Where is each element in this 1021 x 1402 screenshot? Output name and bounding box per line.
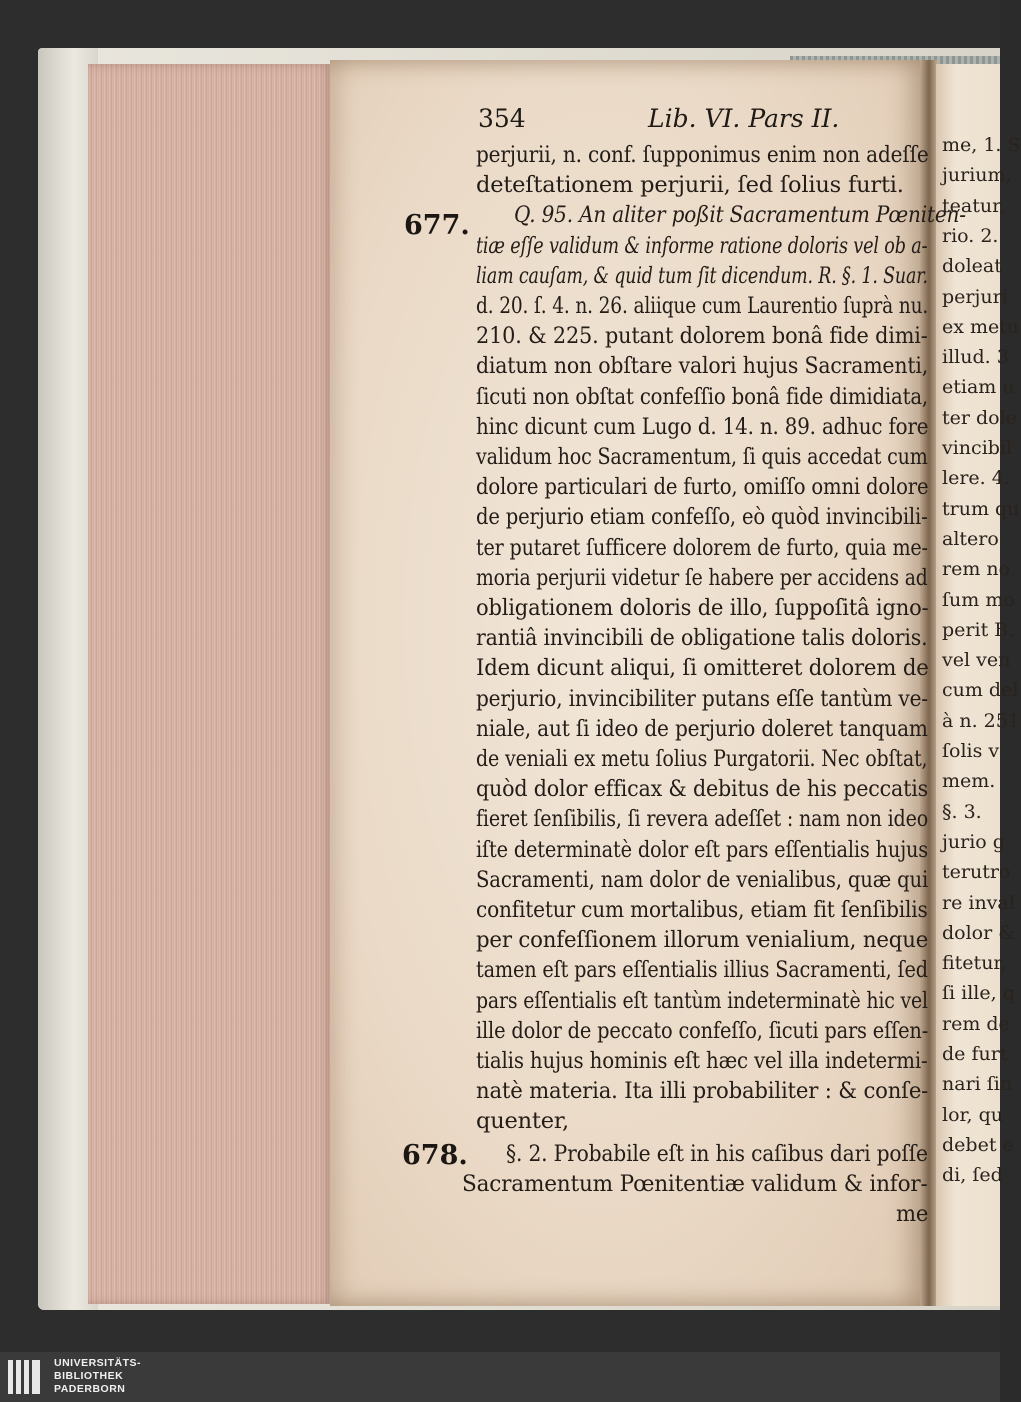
text-fragment: ex metu xyxy=(942,315,1020,338)
text-line: Sacramentum Pœnitentiæ validum & infor- xyxy=(462,1170,928,1197)
text-fragment: ter dole xyxy=(942,406,1017,429)
library-name xyxy=(54,1357,141,1396)
text-line: §. 2. Probabile eſt in his caſibus dari poſſe xyxy=(506,1140,928,1167)
text-line: diatum non obſtare valori hujus Sacramenti, xyxy=(476,353,929,380)
text-fragment: vincibil xyxy=(942,437,1013,459)
text-line: rantiâ invincibili de obligatione talis doloris. xyxy=(476,625,928,652)
text-fragment: di, ſed xyxy=(942,1164,1003,1187)
text-fragment: etiam u xyxy=(942,376,1015,399)
library-name-line: UNIVERSITÄTS- xyxy=(54,1357,142,1369)
text-line: quenter, xyxy=(476,1108,569,1135)
text-line: perjurio, invincibiliter putans eſſe tantùm ve- xyxy=(476,685,928,712)
text-line: deteſtationem perjurii, ſed ſolius furti. xyxy=(476,172,904,199)
text-fragment: vel ven xyxy=(942,649,1011,672)
text-fragment: rem no xyxy=(942,558,1011,581)
text-fragment: ſolis v xyxy=(942,740,1000,762)
text-line: dolore particulari de furto, omiſſo omni dolore xyxy=(476,474,929,501)
text-line: tialis hujus hominis eſt hæc vel illa indetermi- xyxy=(476,1048,928,1074)
text-line: natè materia. Ita illi probabiliter : & conſe- xyxy=(476,1078,929,1105)
text-fragment: perit B. xyxy=(942,618,1015,641)
text-line: pars eſſentialis eſt tantùm indeterminatè hic vel xyxy=(476,987,928,1014)
text-fragment: rem de xyxy=(942,1012,1010,1035)
text-line: Q. 95. An aliter poßit Sacramentum Pœniten- xyxy=(514,202,966,229)
page-number: 354 xyxy=(478,104,526,133)
text-fragment: §. 3. xyxy=(942,800,982,823)
library-logo-icon xyxy=(8,1360,46,1394)
running-title: Lib. VI. Pars II. xyxy=(648,104,840,133)
text-line: validum hoc Sacramentum, ſi quis accedat cum xyxy=(476,444,928,470)
text-fragment: doleat xyxy=(942,255,1002,278)
text-fragment: altero xyxy=(942,527,999,550)
text-line: moria perjurii videtur ſe habere per accidens ad xyxy=(476,564,928,591)
library-name-line: BIBLIOTHEK xyxy=(54,1370,124,1382)
page-edges xyxy=(88,64,333,1304)
text-fragment: perjuri xyxy=(942,285,1008,308)
text-fragment: re inval xyxy=(942,891,1015,914)
text-line: hinc dicunt cum Lugo d. 14. n. 89. adhuc fore xyxy=(476,413,929,440)
text-line: niale, aut ſi ideo de perjurio doleret tanquam xyxy=(476,715,928,742)
footer-bar xyxy=(0,1352,1000,1402)
text-fragment: teatur, xyxy=(942,194,1006,217)
text-fragment: terutro xyxy=(942,861,1011,884)
text-line: per confeſſionem illorum venialium, neque xyxy=(476,927,929,954)
text-line: perjurii, n. conf. ſupponimus enim non adeſſe xyxy=(476,142,929,168)
text-fragment: à n. 251 xyxy=(942,709,1020,732)
text-line: obligationem doloris de illo, ſuppoſitâ igno- xyxy=(476,595,929,621)
text-fragment: illud. 3 xyxy=(942,346,1009,369)
text-fragment: jurio g xyxy=(942,830,1005,853)
text-fragment: mem. xyxy=(942,770,996,793)
text-fragment: fitetur, xyxy=(942,952,1007,975)
text-line: tamen eſt pars eſſentialis illius Sacramenti, ſed xyxy=(476,957,928,984)
text-fragment: ſum mo xyxy=(942,588,1015,611)
text-line: ille dolor de peccato confeſſo, ſicuti pars eſſen- xyxy=(476,1017,929,1044)
text-fragment: lor, qu xyxy=(942,1103,1003,1126)
text-line: Idem dicunt aliqui, ſi omitteret dolorem de xyxy=(476,655,929,682)
text-fragment: cum del xyxy=(942,679,1019,702)
text-line: liam cauſam, & quid tum ſit dicendum. R. §. 1. Suar. xyxy=(476,262,928,289)
section-number-677: 677. xyxy=(404,210,470,241)
text-line: fieret ſenſibilis, ſi revera adeſſet : nam non ideo xyxy=(476,806,929,833)
library-name-line: PADERBORN xyxy=(54,1383,126,1395)
text-fragment: nari ſin xyxy=(942,1073,1013,1096)
running-head xyxy=(478,104,908,138)
text-line: Sacramenti, nam dolor de venialibus, quæ qui xyxy=(476,866,929,893)
text-line: tiæ eſſe validum & informe ratione doloris vel ob a- xyxy=(476,232,928,259)
text-fragment: dolor & xyxy=(942,921,1016,944)
text-line: 210. & 225. putant dolorem bonâ fide dimi- xyxy=(476,323,928,350)
text-fragment: trum qu xyxy=(942,497,1020,520)
text-line: iſte determinatè dolor eſt pars eſſentialis hujus xyxy=(476,836,929,863)
text-fragment: jurium, xyxy=(942,164,1012,187)
text-fragment: ſi ille, q xyxy=(942,982,1015,1005)
text-fragment: rio. 2. xyxy=(942,224,999,247)
text-line: d. 20. ſ. 4. n. 26. aliique cum Laurentio ſuprà nu. xyxy=(476,293,929,319)
text-line: quòd dolor efficax & debitus de his peccatis xyxy=(476,776,929,803)
text-fragment: lere. 4. xyxy=(942,467,1010,490)
text-fragment: debet e xyxy=(942,1133,1014,1156)
section-number-678: 678. xyxy=(402,1140,468,1171)
text-line: ter putaret ſufficere dolorem de furto, quia me- xyxy=(476,534,928,561)
text-fragment: de furt xyxy=(942,1043,1008,1065)
text-fragment: me, 1. S xyxy=(942,134,1021,156)
text-line: de perjurio etiam confeſſo, eò quòd invincibili- xyxy=(476,504,928,531)
text-line: confitetur cum mortalibus, etiam fit ſenſibilis xyxy=(476,897,928,923)
text-line: de veniali ex metu ſolius Purgatorii. Nec obſtat, xyxy=(476,746,928,772)
text-line: me xyxy=(896,1201,929,1227)
text-line: ſicuti non obſtat confeſſio bonâ fide dimidiata, xyxy=(476,383,929,410)
